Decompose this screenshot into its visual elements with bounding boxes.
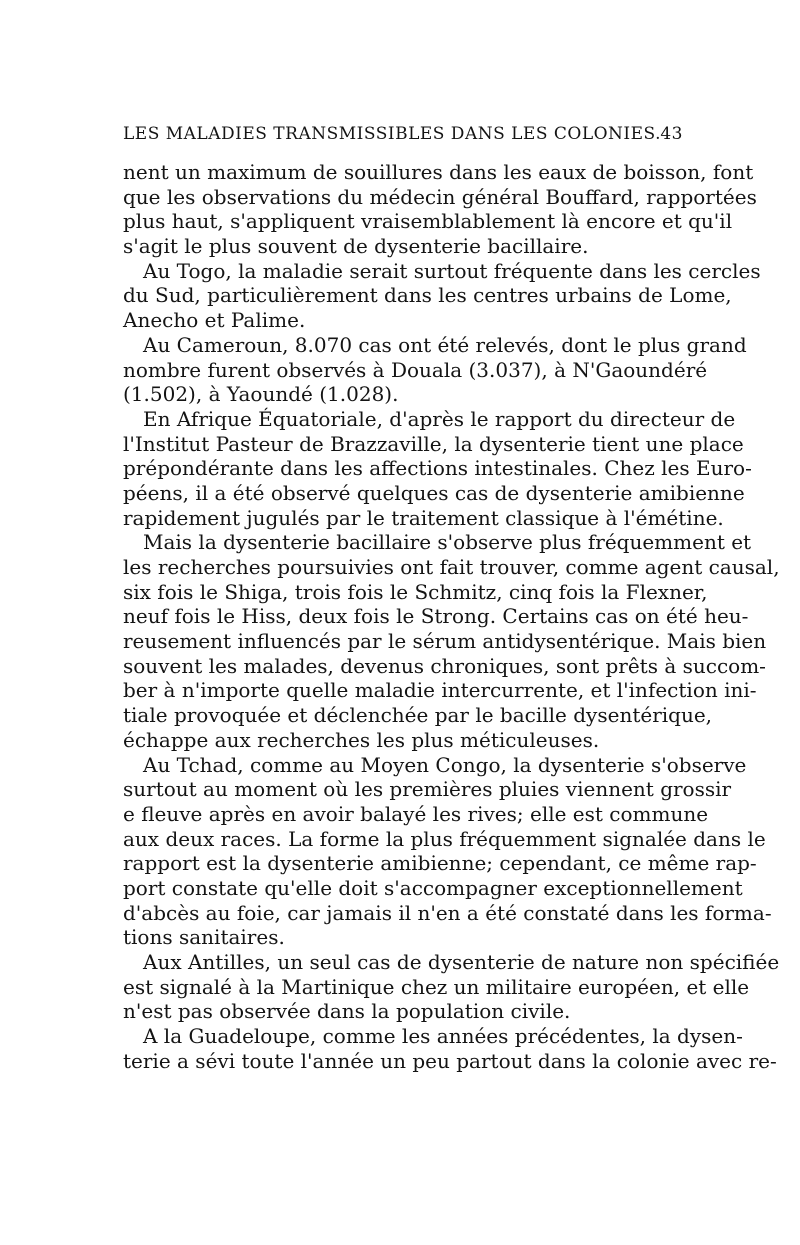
text-line: rapport est la dysenterie amibienne; cependant, ce même rap- xyxy=(123,851,757,876)
text-line: s'agit le plus souvent de dysenterie bacillaire. xyxy=(123,234,589,259)
text-line: six fois le Shiga, trois fois le Schmitz, cinq fois la Flexner, xyxy=(123,579,708,604)
text-line: d'abcès au foie, car jamais il n'en a été constaté dans les forma- xyxy=(123,900,772,925)
page-number: 43 xyxy=(660,124,683,144)
text-line: péens, il a été observé quelques cas de dysenterie amibienne xyxy=(123,480,745,505)
running-header xyxy=(123,124,683,150)
text-line: nombre furent observés à Douala (3.037), à N'Gaoundéré xyxy=(123,357,708,382)
text-line: Aux Antilles, un seul cas de dysenterie de nature non spécifiée xyxy=(143,950,780,974)
text-line: aux deux races. La forme la plus fréquemment signalée dans le xyxy=(123,826,766,851)
text-line: l'Institut Pasteur de Brazzaville, la dysenterie tient une place xyxy=(123,431,744,456)
body-text xyxy=(123,160,780,1073)
text-line: terie a sévi toute l'année un peu partout dans la colonie avec re- xyxy=(123,1048,777,1073)
text-line: Mais la dysenterie bacillaire s'observe plus fréquemment et xyxy=(143,530,752,555)
text-line: échappe aux recherches les plus méticuleuses. xyxy=(123,727,600,752)
text-line: les recherches poursuivies ont fait trouver, comme agent causal, xyxy=(123,555,780,579)
text-line: Anecho et Palime. xyxy=(123,308,306,333)
text-line: que les observations du médecin général Bouffard, rapportées xyxy=(123,184,757,209)
text-line: neuf fois le Hiss, deux fois le Strong. Certains cas on été heu- xyxy=(123,604,749,629)
text-line: prépondérante dans les affections intestinales. Chez les Euro- xyxy=(123,456,752,481)
text-line: ber à n'importe quelle maladie intercurrente, et l'infection ini- xyxy=(123,678,757,703)
text-line: Au Togo, la maladie serait surtout fréquente dans les cercles xyxy=(143,258,761,283)
text-line: port constate qu'elle doit s'accompagner exceptionnellement xyxy=(123,875,743,900)
text-line: (1.502), à Yaoundé (1.028). xyxy=(123,382,399,407)
text-line: Au Cameroun, 8.070 cas ont été relevés, dont le plus grand xyxy=(143,332,747,357)
text-line: e fleuve après en avoir balayé les rives; elle est commune xyxy=(123,801,709,826)
text-line: est signalé à la Martinique chez un militaire européen, et elle xyxy=(123,974,750,999)
text-line: souvent les malades, devenus chroniques, sont prêts à succom- xyxy=(123,653,766,678)
text-line: n'est pas observée dans la population civile. xyxy=(123,999,571,1024)
running-title: LES MALADIES TRANSMISSIBLES DANS LES COLONIES. xyxy=(123,124,662,144)
text-line: surtout au moment où les premières pluies viennent grossir xyxy=(123,777,732,802)
text-line: reusement influencés par le sérum antidysentérique. Mais bien xyxy=(123,629,767,654)
text-line: nent un maximum de souillures dans les eaux de boisson, font xyxy=(123,160,754,184)
text-line: plus haut, s'appliquent vraisemblablement là encore et qu'il xyxy=(123,209,733,234)
text-line: tiale provoquée et déclenchée par le bacille dysentérique, xyxy=(123,703,713,728)
text-line: A la Guadeloupe, comme les années précédentes, la dysen- xyxy=(143,1024,743,1049)
text-line: Au Tchad, comme au Moyen Congo, la dysenterie s'observe xyxy=(143,752,747,777)
text-line: En Afrique Équatoriale, d'après le rapport du directeur de xyxy=(143,406,736,431)
text-line: tions sanitaires. xyxy=(123,925,285,950)
text-line: du Sud, particulièrement dans les centres urbains de Lome, xyxy=(123,283,732,308)
text-line: rapidement jugulés par le traitement classique à l'émétine. xyxy=(123,505,724,530)
